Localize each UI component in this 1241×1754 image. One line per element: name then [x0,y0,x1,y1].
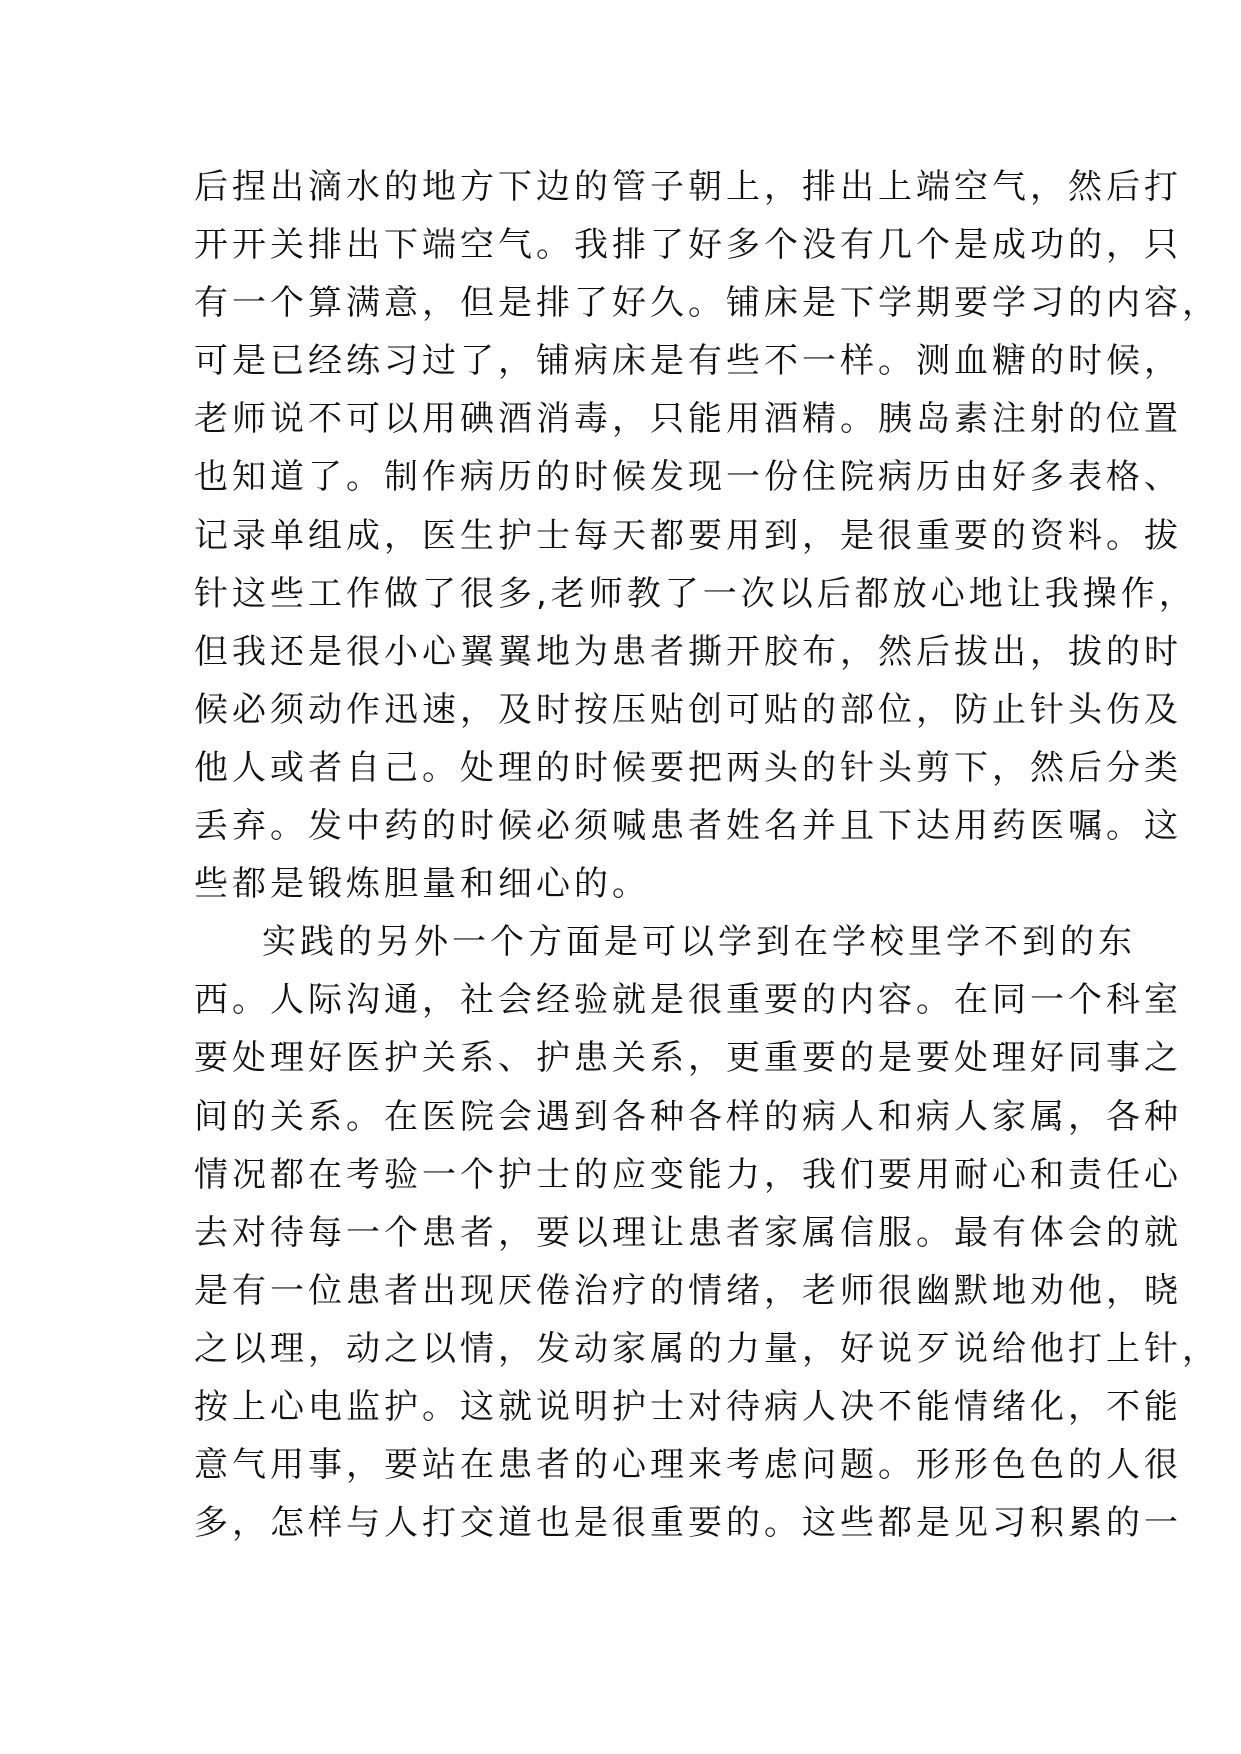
text-line: 有一个算满意，但是排了好久。铺床是下学期要学习的内容， [194,283,1220,324]
text-line: 意气用事，要站在患者的心理来考虑问题。形形色色的人很 [194,1445,1182,1486]
text-line: 后捏出滴水的地方下边的管子朝上，排出上端空气，然后打 [194,167,1182,207]
text-line: 丢弃。发中药的时候必须喊患者姓名并且下达用药医嘱。这 [194,806,1182,847]
text-line: 情况都在考验一个护士的应变能力，我们要用耐心和责任心 [194,1154,1182,1195]
text-line: 开开关排出下端空气。我排了好多个没有几个是成功的，只 [194,225,1182,266]
text-line: 但我还是很小心翼翼地为患者撕开胶布，然后拔出，拔的时 [194,631,1182,672]
text-line: 多，怎样与人打交道也是很重要的。这些都是见习积累的一 [194,1503,1182,1544]
text-line: 可是已经练习过了，铺病床是有些不一样。测血糖的时候， [194,341,1182,382]
text-line: 些都是锻炼胆量和细心的。 [194,864,650,905]
text-line: 要处理好医护关系、护患关系，更重要的是要处理好同事之 [194,1038,1182,1079]
text-line: 老师说不可以用碘酒消毒，只能用酒精。胰岛素注射的位置 [194,399,1182,440]
text-line: 候必须动作迅速，及时按压贴创可贴的部位，防止针头伤及 [194,689,1182,730]
text-line: 去对待每一个患者，要以理让患者家属信服。最有体会的就 [194,1212,1182,1253]
text-line: 西。人际沟通，社会经验就是很重要的内容。在同一个科室 [194,980,1182,1021]
paragraph-first-line: 实践的另外一个方面是可以学到在学校里学不到的东 [262,922,1136,963]
body-text [194,158,1220,1552]
text-line: 间的关系。在医院会遇到各种各样的病人和病人家属，各种 [194,1096,1182,1137]
text-line: 他人或者自己。处理的时候要把两头的针头剪下，然后分类 [194,747,1182,788]
text-line: 按上心电监护。这就说明护士对待病人决不能情绪化，不能 [194,1386,1182,1427]
text-line: 记录单组成，医生护士每天都要用到，是很重要的资料。拔 [194,515,1182,556]
text-line: 是有一位患者出现厌倦治疗的情绪，老师很幽默地劝他，晓 [194,1270,1182,1311]
text-line: 也知道了。制作病历的时候发现一份住院病历由好多表格、 [194,457,1182,498]
text-line: 针这些工作做了很多,老师教了一次以后都放心地让我操作， [194,573,1197,614]
text-line: 之以理，动之以情，发动家属的力量，好说歹说给他打上针， [194,1328,1220,1369]
